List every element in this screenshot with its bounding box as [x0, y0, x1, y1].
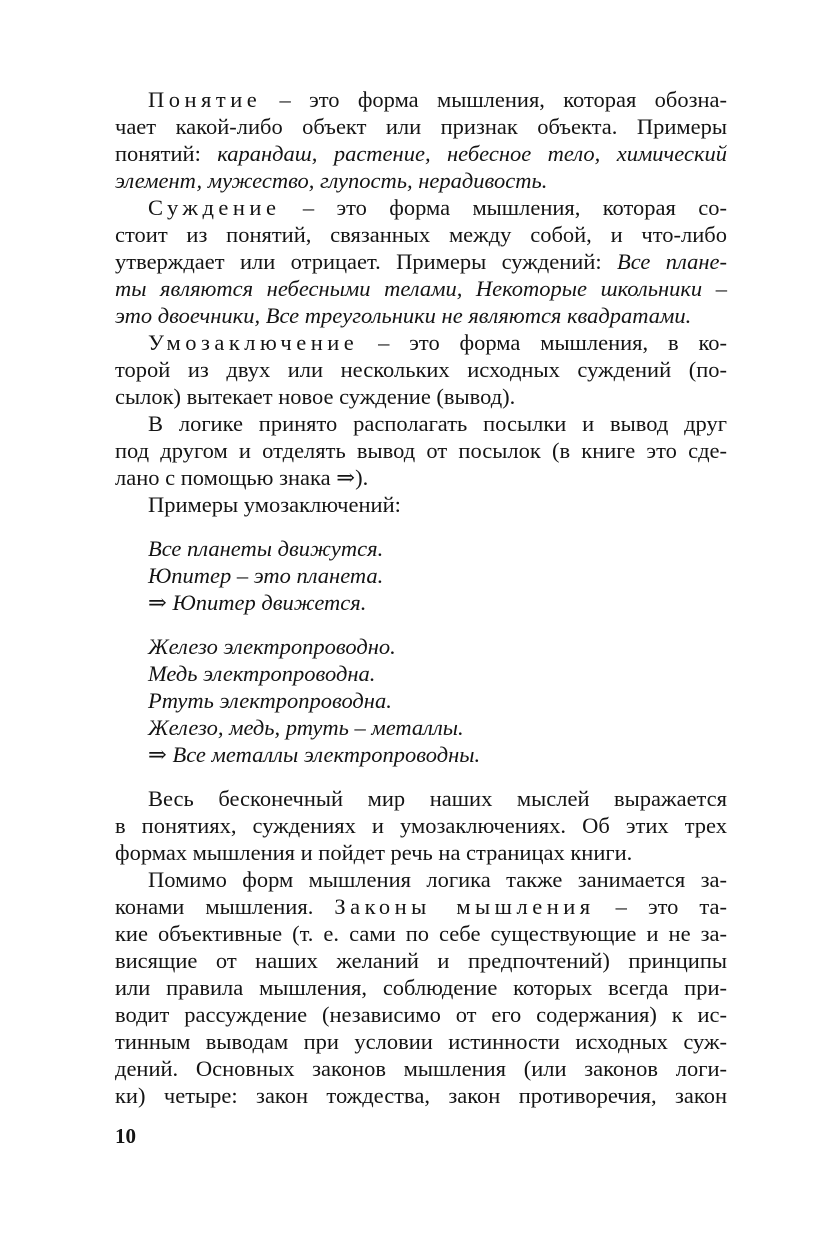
text-line: Помимо форм мышления логика также занимается за-	[148, 867, 727, 892]
text-line: понятий: карандаш, растение, небесное тело, химический	[115, 141, 727, 166]
text-line: стоит из понятий, связанных между собой, и что-либо	[115, 222, 727, 247]
text-line: ки) четыре: закон тождества, закон противоречия, закон	[115, 1083, 727, 1108]
text-line: ты являются небесными телами, Некоторые школьники –	[115, 276, 727, 301]
example-line: Ртуть электропроводна.	[148, 688, 392, 713]
text-line: водит рассуждение (независимо от его содержания) к ис-	[115, 1002, 727, 1027]
example-line: Медь электропроводна.	[148, 661, 376, 686]
example-syllogism-2	[115, 633, 727, 768]
text-line: чает какой-либо объект или признак объекта. Примеры	[115, 114, 727, 139]
example-conclusion: ⇒ Юпитер движется.	[148, 590, 367, 615]
term-suzhdenie: Суждение	[148, 195, 281, 220]
text-line: под другом и отделять вывод от посылок (в книге это сде-	[115, 438, 727, 463]
page-body	[115, 86, 727, 1109]
text-line: висящие от наших желаний и предпочтений) принципы	[115, 948, 727, 973]
text-line: кие объективные (т. е. сами по себе существующие и не за-	[115, 921, 727, 946]
text-line: элемент, мужество, глупость, нерадивость.	[115, 168, 548, 193]
text-line: в понятиях, суждениях и умозаключениях. Об этих трех	[115, 813, 727, 838]
text-line: В логике принято располагать посылки и вывод друг	[148, 411, 727, 436]
text-line: дений. Основных законов мышления (или законов логи-	[115, 1056, 727, 1081]
example-line: Железо электропроводно.	[148, 634, 396, 659]
example-line: Все планеты движутся.	[148, 536, 384, 561]
text-line: лано с помощью знака ⇒).	[115, 465, 369, 490]
term-umozaklyuchenie: Умозаключение	[148, 330, 359, 355]
text-line: это двоечники, Все треугольники не являются квадратами.	[115, 303, 692, 328]
example-syllogism-1	[115, 535, 727, 616]
text-line: Суждение – это форма мышления, которая со-	[148, 195, 727, 220]
text-line: утверждает или отрицает. Примеры суждений: Все плане-	[115, 249, 727, 274]
example-line: Железо, медь, ртуть – металлы.	[148, 715, 464, 740]
term-ponyatie: Понятие	[148, 87, 262, 112]
spacer	[115, 616, 727, 633]
text-line: Умозаключение – это форма мышления, в ко-	[148, 330, 727, 355]
text-line: торой из двух или нескольких исходных суждений (по-	[115, 357, 727, 382]
text-line: формах мышления и пойдет речь на страницах книги.	[115, 840, 633, 865]
example-line: Юпитер – это планета.	[148, 563, 384, 588]
text-line: тинным выводам при условии истинности исходных суж-	[115, 1029, 727, 1054]
text-line: конами мышления. Законы мышления – это та-	[115, 894, 727, 919]
text-line: Понятие – это форма мышления, которая обозна-	[148, 87, 727, 112]
spacer	[115, 518, 727, 535]
spacer	[115, 768, 727, 785]
text-line: Весь бесконечный мир наших мыслей выражается	[148, 786, 727, 811]
example-conclusion: ⇒ Все металлы электропроводны.	[148, 742, 481, 767]
term-zakony-myshleniya: Законы мышления	[334, 894, 595, 919]
page-number: 10	[115, 1124, 136, 1148]
text-line: или правила мышления, соблюдение которых всегда при-	[115, 975, 727, 1000]
text-line: Примеры умозаключений:	[148, 492, 401, 517]
text-line: сылок) вытекает новое суждение (вывод).	[115, 384, 516, 409]
